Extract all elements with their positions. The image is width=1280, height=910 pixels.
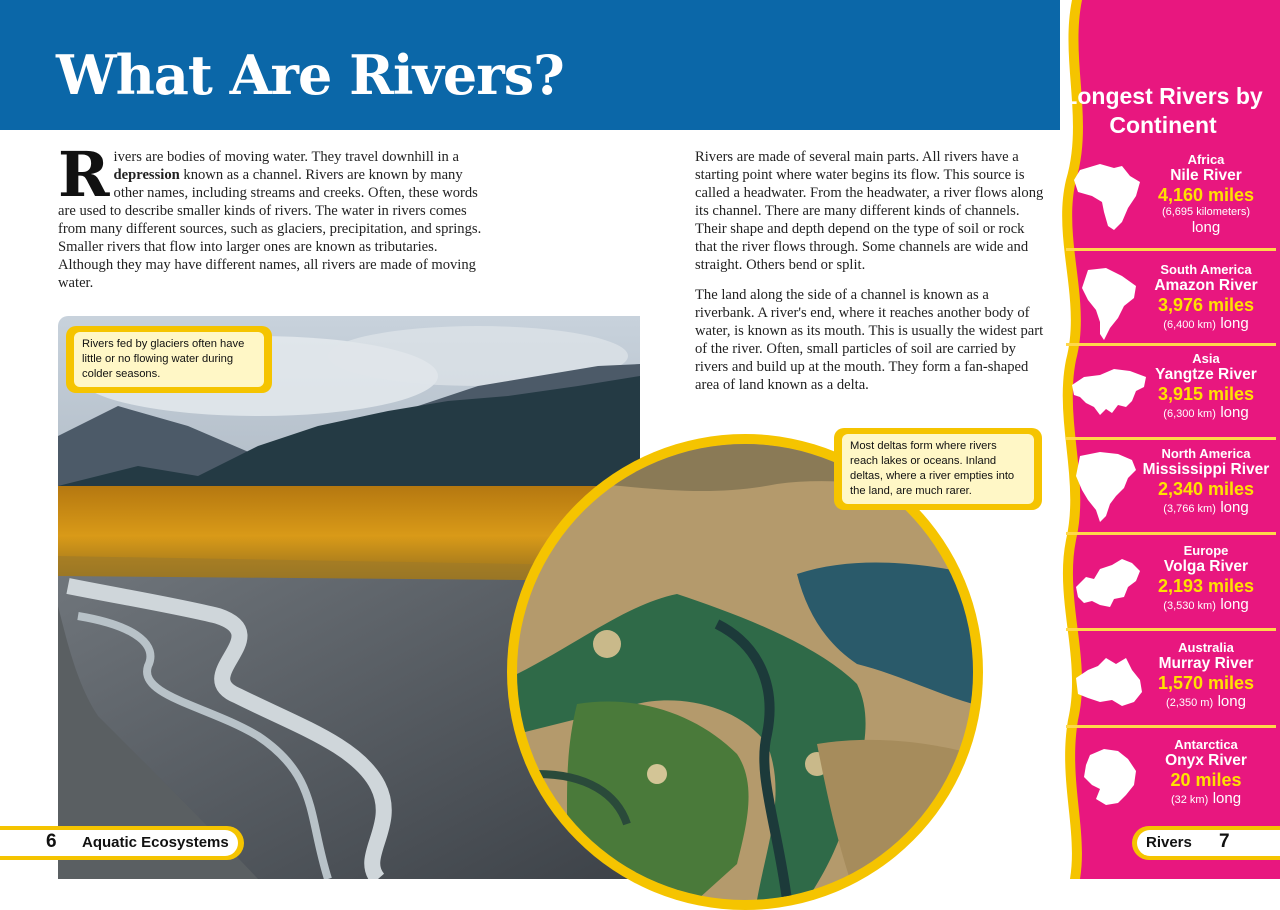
- river-entry-antarctica: Antarctica Onyx River 20 miles (32 km) long: [1070, 737, 1270, 827]
- drop-cap: R: [58, 138, 110, 211]
- delta-aerial-photo: [517, 444, 973, 900]
- right-column: [695, 148, 1045, 406]
- africa-map-icon: [1070, 156, 1148, 236]
- australia-map-icon: [1070, 644, 1148, 724]
- glacier-caption: Rivers fed by glaciers often have little or no flowing water during colder seasons.: [66, 326, 272, 393]
- sidebar-title: Longest Rivers by Continent: [1063, 83, 1263, 138]
- delta-paragraph: The land along the side of a channel is known as a riverbank. A river's end, where it reaches another body of water, is known as its mouth. This is usually the widest part of the river. Often, small particles of soil are carried by rivers and build up at the mouth. They form a fan-shaped area of land known as a delta.: [695, 287, 1044, 393]
- river-entry-south-america: South America Amazon River 3,976 miles (6,400 km) long: [1070, 262, 1270, 352]
- delta-caption: Most deltas form where rivers reach lakes or oceans. Inland deltas, where a river empties into the land, are much rarer.: [834, 428, 1042, 510]
- river-entry-asia: Asia Yangtze River 3,915 miles (6,300 km) long: [1070, 351, 1270, 441]
- europe-map-icon: [1070, 547, 1148, 627]
- south-america-map-icon: [1070, 266, 1148, 346]
- asia-map-icon: [1070, 355, 1148, 435]
- river-entry-europe: Europe Volga River 2,193 miles (3,530 km) long: [1070, 543, 1270, 633]
- right-page-number: 7: [1219, 831, 1230, 852]
- left-column: [58, 138, 494, 304]
- glossary-term: depression: [113, 167, 180, 183]
- river-entry-africa: Africa Nile River 4,160 miles (6,695 kilometers) long: [1070, 152, 1270, 242]
- north-america-map-icon: [1070, 450, 1148, 530]
- river-entry-australia: Australia Murray River 1,570 miles (2,350 m) long: [1070, 640, 1270, 730]
- left-page-number: 6: [46, 831, 57, 852]
- river-entry-north-america: North America Mississippi River 2,340 miles (3,766 km) long: [1070, 446, 1270, 536]
- parts-paragraph: Rivers are made of several main parts. All rivers have a starting point where water begins its flow. This source is called a headwater. From the headwater, a river flows along its channel. There are many different kinds of channels. Their shape and depth depend on the type of soil or rock that the river flows through. Some channels are wide and straight. Others bend or split.: [695, 149, 1044, 273]
- page-title: What Are Rivers?: [56, 43, 564, 107]
- sidebar-divider: [1066, 248, 1276, 251]
- right-running-head: Rivers: [1146, 834, 1192, 851]
- intro-paragraph: Rivers are bodies of moving water. They travel downhill in a depression known as a channel. Rivers are known by many other names, including streams and creeks. Often, these words are used to describe smaller kinds of rivers. The water in rivers comes from many different sources, such as glaciers, precipitation, and springs. Smaller rivers that flow into larger ones are known as tributaries. Although they may have different names, all rivers are made of moving water.: [58, 138, 482, 291]
- left-running-head: Aquatic Ecosystems: [82, 834, 229, 851]
- antarctica-map-icon: [1070, 741, 1148, 821]
